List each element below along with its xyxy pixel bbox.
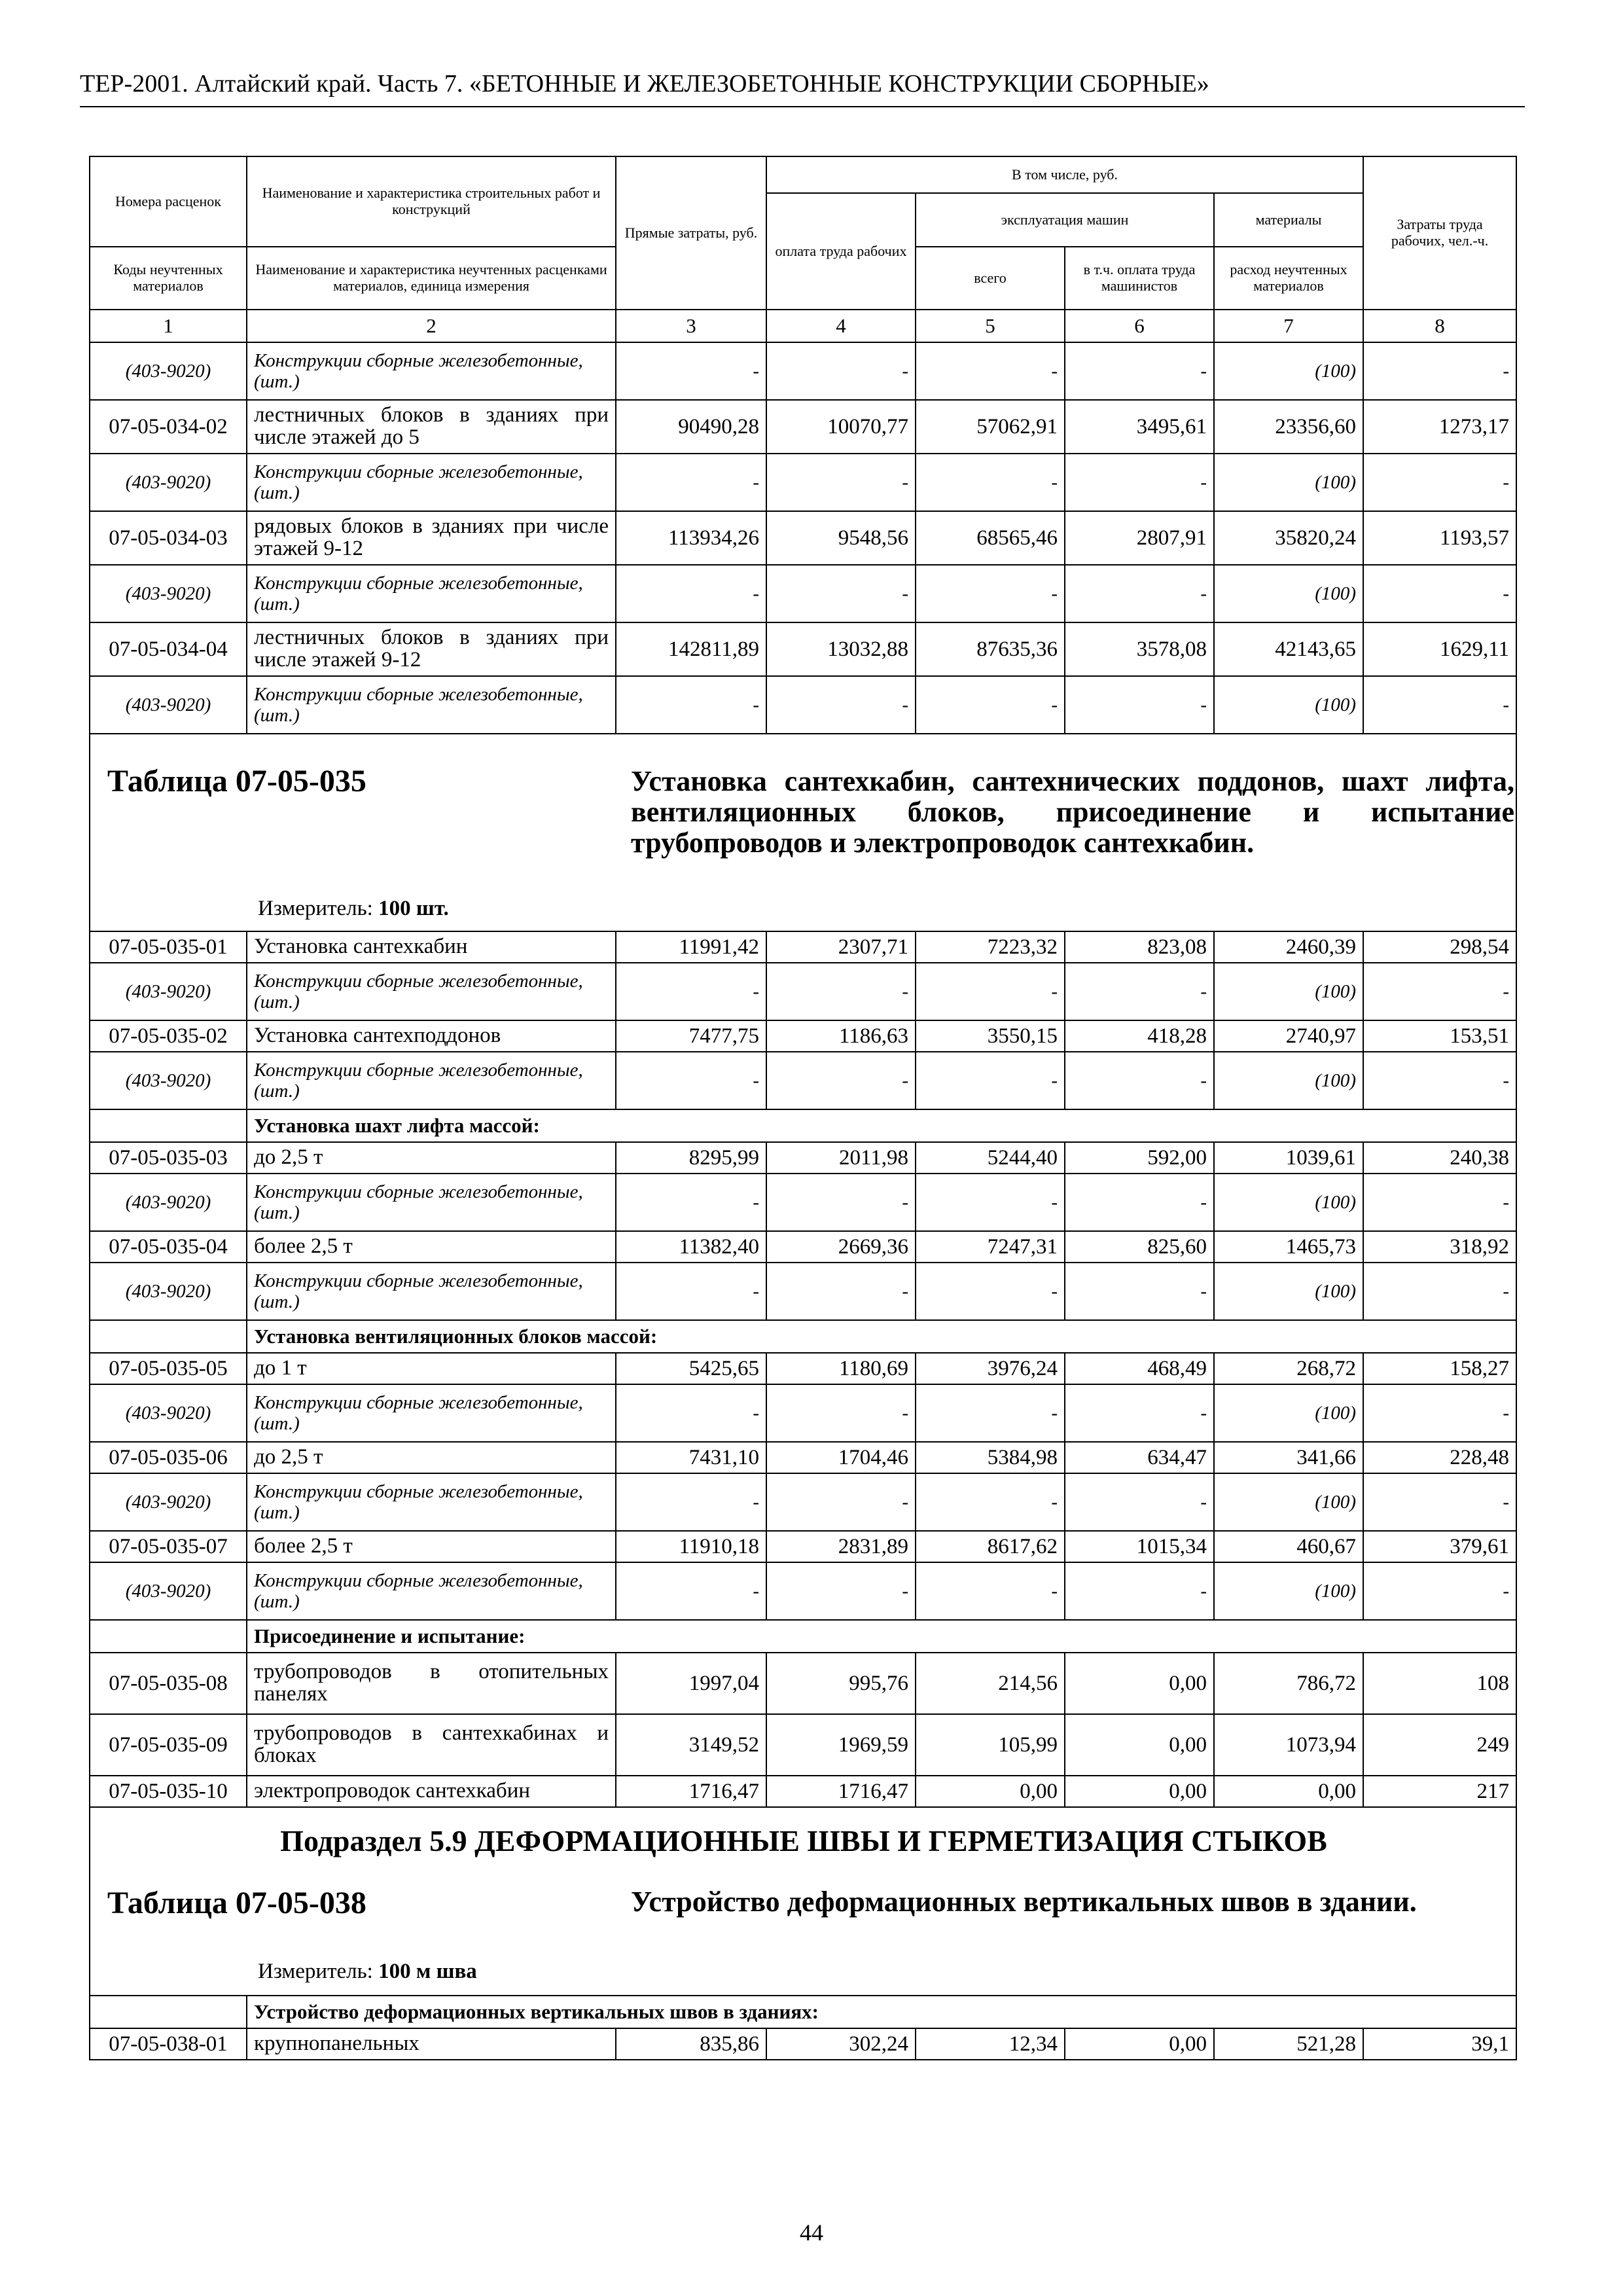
labor-hours: 39,1 — [1363, 2028, 1516, 2060]
empty-value: - — [916, 963, 1065, 1020]
col-number: 8 — [1363, 310, 1516, 342]
empty-value: - — [916, 1473, 1065, 1531]
material-amount: (100) — [1214, 1052, 1363, 1109]
rate-code: 07-05-035-07 — [90, 1531, 247, 1562]
rate-name: до 1 т — [247, 1353, 616, 1384]
col1-header-top: Номера расценок — [90, 156, 247, 247]
machinist-cost: 418,28 — [1065, 1020, 1214, 1052]
machine-cost: 3550,15 — [916, 1020, 1065, 1052]
labor-hours: 298,54 — [1363, 931, 1516, 963]
direct-cost: 11991,42 — [616, 931, 766, 963]
empty-value: - — [1065, 565, 1214, 622]
empty-value: - — [1065, 1384, 1214, 1442]
empty-value: - — [766, 1384, 916, 1442]
rate-code: 07-05-035-01 — [90, 931, 247, 963]
material-amount: (100) — [1214, 963, 1363, 1020]
direct-cost: 11382,40 — [616, 1231, 766, 1263]
material-cost: 2460,39 — [1214, 931, 1363, 963]
labor-cost: 1180,69 — [766, 1353, 916, 1384]
rate-name: более 2,5 т — [247, 1531, 616, 1562]
material-name: Конструкции сборные железобетонные, (шт.) — [247, 1562, 616, 1620]
rate-name: более 2,5 т — [247, 1231, 616, 1263]
material-code: (403-9020) — [90, 342, 247, 400]
measure-value: 100 шт. — [378, 897, 449, 920]
subheading: Установка шахт лифта массой: — [247, 1109, 1516, 1142]
empty-value: - — [616, 1384, 766, 1442]
direct-cost: 1997,04 — [616, 1653, 766, 1714]
labor-cost: 2831,89 — [766, 1531, 916, 1562]
direct-cost: 835,86 — [616, 2028, 766, 2060]
direct-cost: 113934,26 — [616, 511, 766, 565]
table-038-measure — [258, 1960, 477, 1984]
labor-hours: 249 — [1363, 1714, 1516, 1776]
machinist-cost: 3578,08 — [1065, 622, 1214, 676]
material-cost: 42143,65 — [1214, 622, 1363, 676]
labor-hours: 240,38 — [1363, 1142, 1516, 1174]
direct-cost: 142811,89 — [616, 622, 766, 676]
machine-cost: 105,99 — [916, 1714, 1065, 1776]
col-number: 6 — [1065, 310, 1214, 342]
rate-row — [90, 1714, 1516, 1776]
material-amount: (100) — [1214, 676, 1363, 734]
labor-cost: 2011,98 — [766, 1142, 916, 1174]
machinist-cost: 823,08 — [1065, 931, 1214, 963]
empty-value: - — [1065, 1263, 1214, 1320]
empty-value: - — [766, 342, 916, 400]
rate-code: 07-05-035-04 — [90, 1231, 247, 1263]
material-cost: 0,00 — [1214, 1776, 1363, 1807]
empty-value: - — [1363, 1473, 1516, 1531]
empty-value: - — [616, 454, 766, 511]
empty-value: - — [916, 1263, 1065, 1320]
empty-value: - — [1065, 1052, 1214, 1109]
empty-value: - — [916, 1174, 1065, 1231]
empty-value: - — [766, 1052, 916, 1109]
subheading: Установка вентиляционных блоков массой: — [247, 1320, 1516, 1353]
table-035-title: Таблица 07-05-035 — [107, 764, 366, 798]
col1-header-bottom: Коды неучтенных материалов — [90, 247, 247, 310]
material-code: (403-9020) — [90, 1562, 247, 1620]
machinist-cost: 0,00 — [1065, 1653, 1214, 1714]
material-cost: 23356,60 — [1214, 400, 1363, 454]
machine-cost: 68565,46 — [916, 511, 1065, 565]
empty-value: - — [766, 676, 916, 734]
rate-code: 07-05-035-10 — [90, 1776, 247, 1807]
empty-value: - — [616, 342, 766, 400]
material-name: Конструкции сборные железобетонные, (шт.) — [247, 676, 616, 734]
machinist-cost: 3495,61 — [1065, 400, 1214, 454]
labor-hours: 379,61 — [1363, 1531, 1516, 1562]
material-code: (403-9020) — [90, 1384, 247, 1442]
labor-hours: 153,51 — [1363, 1020, 1516, 1052]
machinist-cost: 0,00 — [1065, 1776, 1214, 1807]
rate-name: крупнопанельных — [247, 2028, 616, 2060]
rate-row — [90, 1653, 1516, 1714]
col2-header-bottom: Наименование и характеристика неучтенных расценками материалов, единица измерения — [247, 247, 616, 310]
measure-label: Измеритель: — [258, 1960, 373, 1983]
empty-value: - — [766, 565, 916, 622]
col5-header: всего — [916, 247, 1065, 310]
subheading-row — [90, 1320, 1516, 1353]
rate-code: 07-05-038-01 — [90, 2028, 247, 2060]
empty-value: - — [1363, 565, 1516, 622]
machinist-cost: 468,49 — [1065, 1353, 1214, 1384]
material-amount: (100) — [1214, 1562, 1363, 1620]
rate-row — [90, 511, 1516, 565]
material-code: (403-9020) — [90, 454, 247, 511]
material-code: (403-9020) — [90, 1263, 247, 1320]
direct-cost: 11910,18 — [616, 1531, 766, 1562]
material-name: Конструкции сборные железобетонные, (шт.) — [247, 1174, 616, 1231]
material-amount: (100) — [1214, 565, 1363, 622]
empty-value: - — [916, 565, 1065, 622]
material-amount: (100) — [1214, 1174, 1363, 1231]
rate-row — [90, 1231, 1516, 1263]
empty-value: - — [766, 454, 916, 511]
subheading-row — [90, 1996, 1516, 2028]
in-total-header: В том числе, руб. — [766, 156, 1363, 193]
machine-cost: 7247,31 — [916, 1231, 1065, 1263]
rate-code: 07-05-034-04 — [90, 622, 247, 676]
rate-name: лестничных блоков в зданиях при числе этажей до 5 — [247, 400, 616, 454]
material-name: Конструкции сборные железобетонные, (шт.) — [247, 963, 616, 1020]
labor-cost: 1186,63 — [766, 1020, 916, 1052]
empty-value: - — [766, 963, 916, 1020]
rate-row — [90, 400, 1516, 454]
rate-row — [90, 622, 1516, 676]
rate-code: 07-05-035-05 — [90, 1353, 247, 1384]
material-row — [90, 963, 1516, 1020]
machine-cost: 87635,36 — [916, 622, 1065, 676]
material-name: Конструкции сборные железобетонные, (шт.) — [247, 1384, 616, 1442]
empty-cell — [90, 1996, 247, 2028]
direct-cost: 7477,75 — [616, 1020, 766, 1052]
empty-value: - — [1065, 963, 1214, 1020]
machinist-cost: 2807,91 — [1065, 511, 1214, 565]
machine-cost: 57062,91 — [916, 400, 1065, 454]
empty-value: - — [616, 565, 766, 622]
empty-value: - — [1363, 1052, 1516, 1109]
machine-cost: 7223,32 — [916, 931, 1065, 963]
col-number: 5 — [916, 310, 1065, 342]
direct-cost: 8295,99 — [616, 1142, 766, 1174]
rate-code: 07-05-035-06 — [90, 1442, 247, 1473]
labor-hours: 1193,57 — [1363, 511, 1516, 565]
table-035-description: Установка сантехкабин, сантехнических поддонов, шахт лифта, вентиляционных блоков, присоединение и испытание трубопроводов и электропроводок сантехкабин. — [631, 765, 1514, 859]
labor-cost: 302,24 — [766, 2028, 916, 2060]
empty-value: - — [766, 1174, 916, 1231]
empty-value: - — [1363, 676, 1516, 734]
col7-header: расход неучтенных материалов — [1214, 247, 1363, 310]
col-number: 7 — [1214, 310, 1363, 342]
machinist-cost: 1015,34 — [1065, 1531, 1214, 1562]
section-title: Подраздел 5.9 ДЕФОРМАЦИОННЫЕ ШВЫ И ГЕРМЕТИЗАЦИЯ СТЫКОВ — [280, 1824, 1327, 1857]
labor-hours: 318,92 — [1363, 1231, 1516, 1263]
material-cost: 341,66 — [1214, 1442, 1363, 1473]
machine-cost: 8617,62 — [916, 1531, 1065, 1562]
material-cost: 521,28 — [1214, 2028, 1363, 2060]
machine-cost: 12,34 — [916, 2028, 1065, 2060]
measure-label: Измеритель: — [258, 897, 373, 920]
labor-hours: 217 — [1363, 1776, 1516, 1807]
machinist-cost: 592,00 — [1065, 1142, 1214, 1174]
empty-value: - — [916, 1384, 1065, 1442]
material-row — [90, 1562, 1516, 1620]
labor-cost: 10070,77 — [766, 400, 916, 454]
material-code: (403-9020) — [90, 1174, 247, 1231]
labor-cost: 1716,47 — [766, 1776, 916, 1807]
rate-name: Установка сантехкабин — [247, 931, 616, 963]
rate-row — [90, 2028, 1516, 2060]
empty-cell — [90, 1320, 247, 1353]
rate-row — [90, 931, 1516, 963]
empty-value: - — [1065, 342, 1214, 400]
empty-value: - — [616, 1562, 766, 1620]
machine-cost: 3976,24 — [916, 1353, 1065, 1384]
machine-cost: 5244,40 — [916, 1142, 1065, 1174]
empty-value: - — [616, 1473, 766, 1531]
labor-cost: 1969,59 — [766, 1714, 916, 1776]
rate-row — [90, 1353, 1516, 1384]
rate-name: рядовых блоков в зданиях при числе этажей 9-12 — [247, 511, 616, 565]
table-035-block — [90, 734, 1516, 931]
machine-cost: 0,00 — [916, 1776, 1065, 1807]
rate-row — [90, 1142, 1516, 1174]
rate-name: трубопроводов в сантехкабинах и блоках — [247, 1714, 616, 1776]
labor-cost: 1704,46 — [766, 1442, 916, 1473]
material-name: Конструкции сборные железобетонные, (шт.) — [247, 1263, 616, 1320]
empty-value: - — [616, 963, 766, 1020]
empty-value: - — [916, 454, 1065, 511]
rate-row — [90, 1020, 1516, 1052]
empty-cell — [90, 1620, 247, 1653]
rate-code: 07-05-035-02 — [90, 1020, 247, 1052]
material-cost: 35820,24 — [1214, 511, 1363, 565]
material-code: (403-9020) — [90, 1473, 247, 1531]
empty-value: - — [1363, 1384, 1516, 1442]
rate-code: 07-05-035-08 — [90, 1653, 247, 1714]
machinist-cost: 0,00 — [1065, 2028, 1214, 2060]
col3-header: Прямые затраты, руб. — [616, 156, 766, 310]
col4-header: оплата труда рабочих — [766, 193, 916, 310]
labor-cost: 2307,71 — [766, 931, 916, 963]
material-name: Конструкции сборные железобетонные, (шт.) — [247, 342, 616, 400]
material-cost: 1039,61 — [1214, 1142, 1363, 1174]
table-038-block — [90, 1807, 1516, 1996]
page-number: 44 — [800, 2219, 823, 2246]
empty-value: - — [766, 1263, 916, 1320]
subheading-row — [90, 1109, 1516, 1142]
material-name: Конструкции сборные железобетонные, (шт.) — [247, 1052, 616, 1109]
material-amount: (100) — [1214, 342, 1363, 400]
table-038-title: Таблица 07-05-038 — [107, 1886, 366, 1920]
direct-cost: 5425,65 — [616, 1353, 766, 1384]
material-cost: 2740,97 — [1214, 1020, 1363, 1052]
material-cost: 460,67 — [1214, 1531, 1363, 1562]
material-amount: (100) — [1214, 454, 1363, 511]
empty-value: - — [616, 1052, 766, 1109]
empty-value: - — [616, 1263, 766, 1320]
material-cost: 1073,94 — [1214, 1714, 1363, 1776]
empty-value: - — [1065, 1473, 1214, 1531]
rate-name: до 2,5 т — [247, 1142, 616, 1174]
rate-row — [90, 1442, 1516, 1473]
material-name: Конструкции сборные железобетонные, (шт.) — [247, 565, 616, 622]
rate-row — [90, 1531, 1516, 1562]
material-code: (403-9020) — [90, 1052, 247, 1109]
empty-value: - — [1363, 342, 1516, 400]
machinist-cost: 634,47 — [1065, 1442, 1214, 1473]
empty-cell — [90, 1109, 247, 1142]
empty-value: - — [616, 676, 766, 734]
col-number: 2 — [247, 310, 616, 342]
empty-value: - — [916, 342, 1065, 400]
empty-value: - — [1065, 676, 1214, 734]
rate-row — [90, 1776, 1516, 1807]
material-row — [90, 676, 1516, 734]
machinist-cost: 0,00 — [1065, 1714, 1214, 1776]
measure-value: 100 м шва — [378, 1960, 477, 1983]
empty-value: - — [916, 1052, 1065, 1109]
rate-name: Установка сантехподдонов — [247, 1020, 616, 1052]
empty-value: - — [1363, 1174, 1516, 1231]
labor-cost: 9548,56 — [766, 511, 916, 565]
material-code: (403-9020) — [90, 676, 247, 734]
empty-value: - — [1065, 1562, 1214, 1620]
labor-hours: 1273,17 — [1363, 400, 1516, 454]
direct-cost: 1716,47 — [616, 1776, 766, 1807]
material-row — [90, 1052, 1516, 1109]
direct-cost: 7431,10 — [616, 1442, 766, 1473]
rate-name: до 2,5 т — [247, 1442, 616, 1473]
empty-value: - — [916, 1562, 1065, 1620]
empty-value: - — [1065, 454, 1214, 511]
material-row — [90, 1473, 1516, 1531]
material-amount: (100) — [1214, 1384, 1363, 1442]
machines-header: эксплуатация машин — [916, 193, 1214, 247]
material-code: (403-9020) — [90, 963, 247, 1020]
table-038-description: Устройство деформационных вертикальных швов в здании. — [631, 1886, 1417, 1918]
rate-code: 07-05-035-03 — [90, 1142, 247, 1174]
labor-hours: 1629,11 — [1363, 622, 1516, 676]
material-code: (403-9020) — [90, 565, 247, 622]
labor-cost: 13032,88 — [766, 622, 916, 676]
material-amount: (100) — [1214, 1263, 1363, 1320]
labor-cost: 2669,36 — [766, 1231, 916, 1263]
header-rule — [80, 106, 1525, 107]
material-row — [90, 342, 1516, 400]
rate-code: 07-05-035-09 — [90, 1714, 247, 1776]
col-number: 1 — [90, 310, 247, 342]
col2-header-top: Наименование и характеристика строительных работ и конструкций — [247, 156, 616, 247]
subheading: Присоединение и испытание: — [247, 1620, 1516, 1653]
rate-code: 07-05-034-03 — [90, 511, 247, 565]
machine-cost: 214,56 — [916, 1653, 1065, 1714]
material-name: Конструкции сборные железобетонные, (шт.) — [247, 1473, 616, 1531]
empty-value: - — [1363, 1562, 1516, 1620]
rate-code: 07-05-034-02 — [90, 400, 247, 454]
labor-cost: 995,76 — [766, 1653, 916, 1714]
materials-header: материалы — [1214, 193, 1363, 247]
empty-value: - — [916, 676, 1065, 734]
material-row — [90, 1384, 1516, 1442]
material-amount: (100) — [1214, 1473, 1363, 1531]
empty-value: - — [1065, 1174, 1214, 1231]
labor-hours: 108 — [1363, 1653, 1516, 1714]
empty-value: - — [616, 1174, 766, 1231]
material-cost: 268,72 — [1214, 1353, 1363, 1384]
material-row — [90, 454, 1516, 511]
col8-header: Затраты труда рабочих, чел.-ч. — [1363, 156, 1516, 310]
subheading: Устройство деформационных вертикальных швов в зданиях: — [247, 1996, 1516, 2028]
subheading-row — [90, 1620, 1516, 1653]
col-number: 4 — [766, 310, 916, 342]
page-header: ТЕР-2001. Алтайский край. Часть 7. «БЕТОННЫЕ И ЖЕЛЕЗОБЕТОННЫЕ КОНСТРУКЦИИ СБОРНЫЕ» — [80, 70, 1209, 98]
empty-value: - — [1363, 1263, 1516, 1320]
empty-value: - — [1363, 963, 1516, 1020]
material-name: Конструкции сборные железобетонные, (шт.) — [247, 454, 616, 511]
col-number: 3 — [616, 310, 766, 342]
rate-name: трубопроводов в отопительных панелях — [247, 1653, 616, 1714]
col6-header: в т.ч. оплата труда машинистов — [1065, 247, 1214, 310]
material-row — [90, 1174, 1516, 1231]
material-row — [90, 565, 1516, 622]
empty-value: - — [766, 1473, 916, 1531]
machine-cost: 5384,98 — [916, 1442, 1065, 1473]
direct-cost: 3149,52 — [616, 1714, 766, 1776]
material-row — [90, 1263, 1516, 1320]
empty-value: - — [766, 1562, 916, 1620]
machinist-cost: 825,60 — [1065, 1231, 1214, 1263]
labor-hours: 158,27 — [1363, 1353, 1516, 1384]
table-035-measure — [258, 897, 449, 921]
material-cost: 1465,73 — [1214, 1231, 1363, 1263]
labor-hours: 228,48 — [1363, 1442, 1516, 1473]
empty-value: - — [1363, 454, 1516, 511]
rate-name: электропроводок сантехкабин — [247, 1776, 616, 1807]
price-table — [89, 156, 1517, 2060]
material-cost: 786,72 — [1214, 1653, 1363, 1714]
direct-cost: 90490,28 — [616, 400, 766, 454]
rate-name: лестничных блоков в зданиях при числе этажей 9-12 — [247, 622, 616, 676]
